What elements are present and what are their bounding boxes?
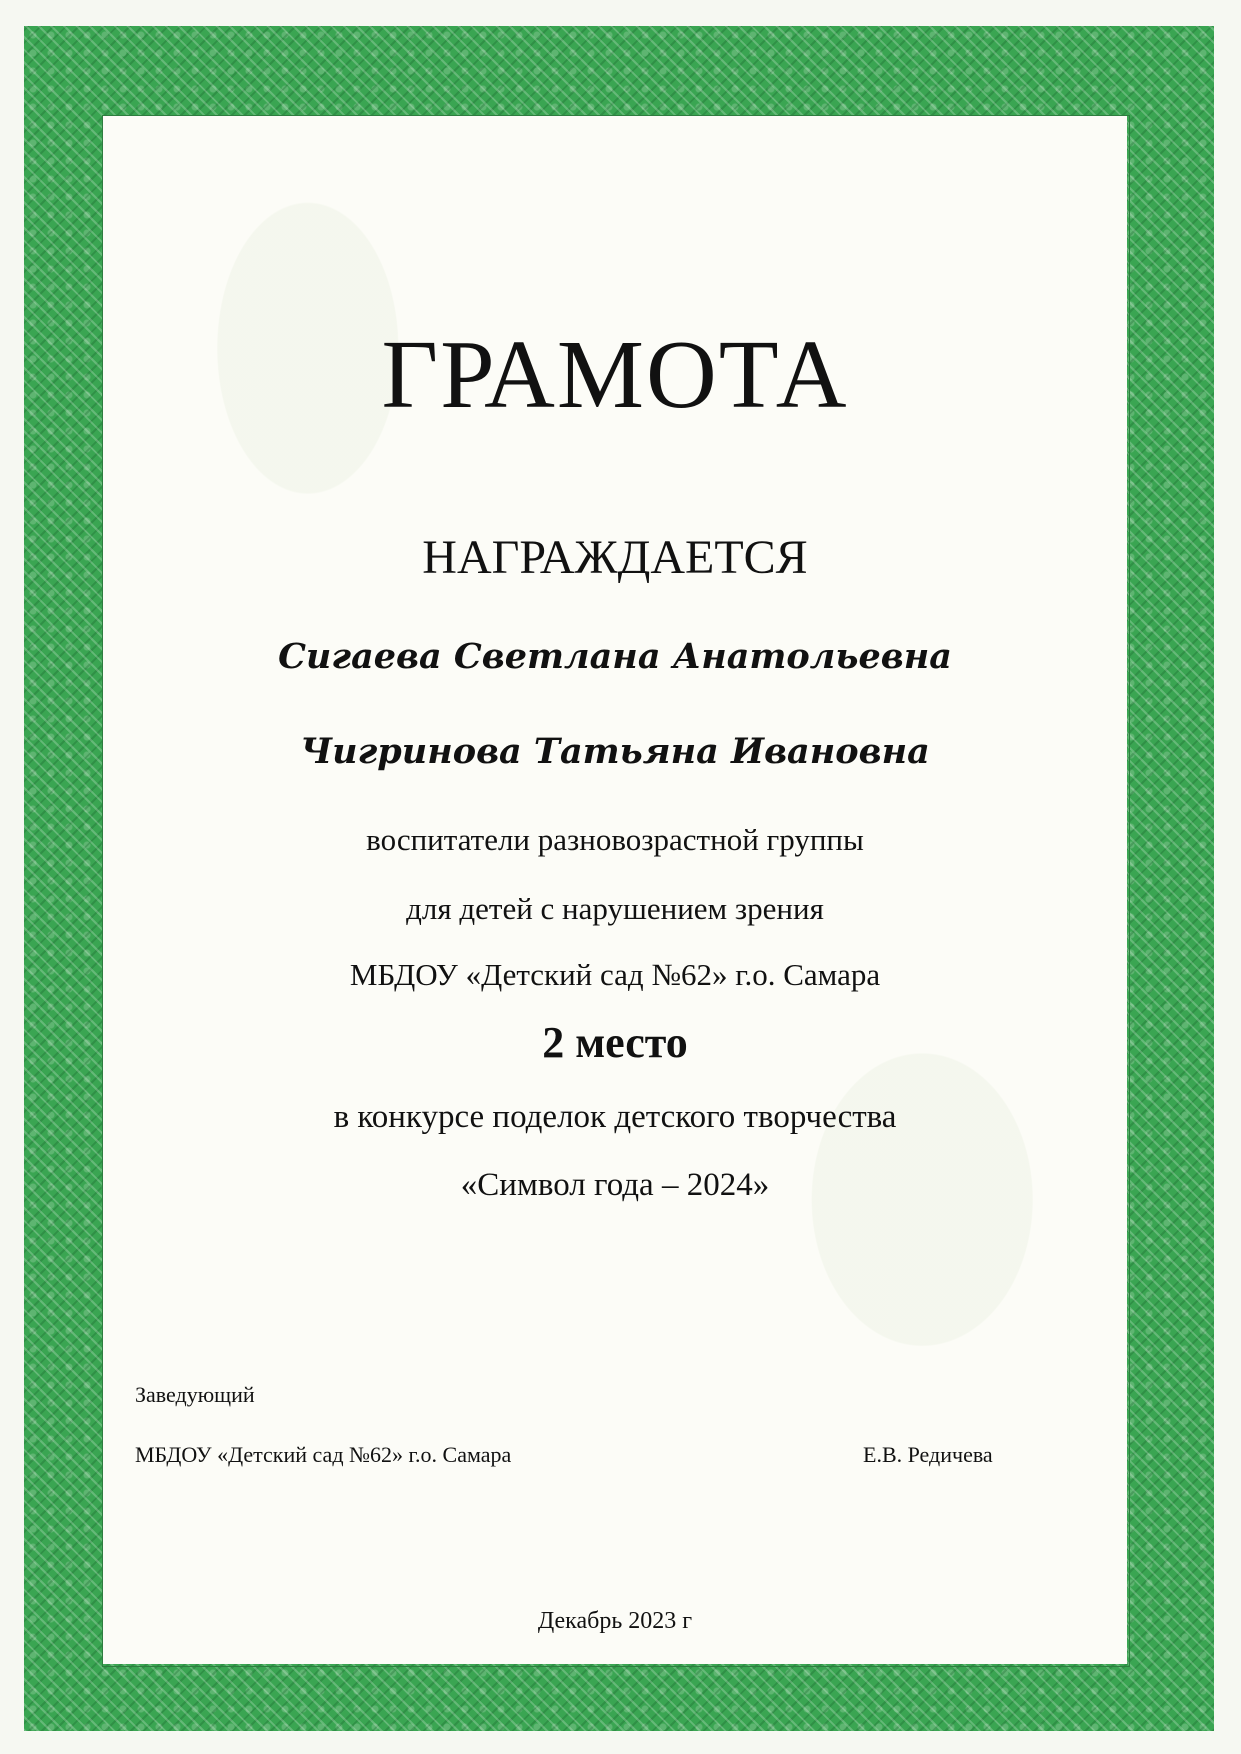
role-line-1: воспитатели разновозрастной группы (366, 822, 864, 857)
signatory-organization: МБДОУ «Детский сад №62» г.о. Самара (135, 1442, 512, 1467)
contest-line-1: в конкурсе поделок детского творчества (333, 1099, 897, 1135)
recipient-name-1: Сигаева Светлана Анатольевна (278, 636, 952, 677)
recipient-name-2: Чигринова Татьяна Ивановна (300, 731, 930, 772)
certificate-title: ГРАМОТА (381, 321, 849, 429)
contest-line-2: «Символ года – 2024» (460, 1167, 770, 1203)
institution-line: МБДОУ «Детский сад №62» г.о. Самара (349, 957, 881, 992)
certificate-sheet (103, 116, 1127, 1664)
issue-date: Декабрь 2023 г (537, 1608, 693, 1634)
awarded-heading: НАГРАЖДАЕТСЯ (422, 531, 808, 584)
role-line-2: для детей с нарушением зрения (406, 891, 824, 926)
signatory-name: Е.В. Редичева (863, 1442, 993, 1467)
place-award: 2 место (542, 1018, 688, 1067)
signatory-role: Заведующий (135, 1382, 255, 1407)
